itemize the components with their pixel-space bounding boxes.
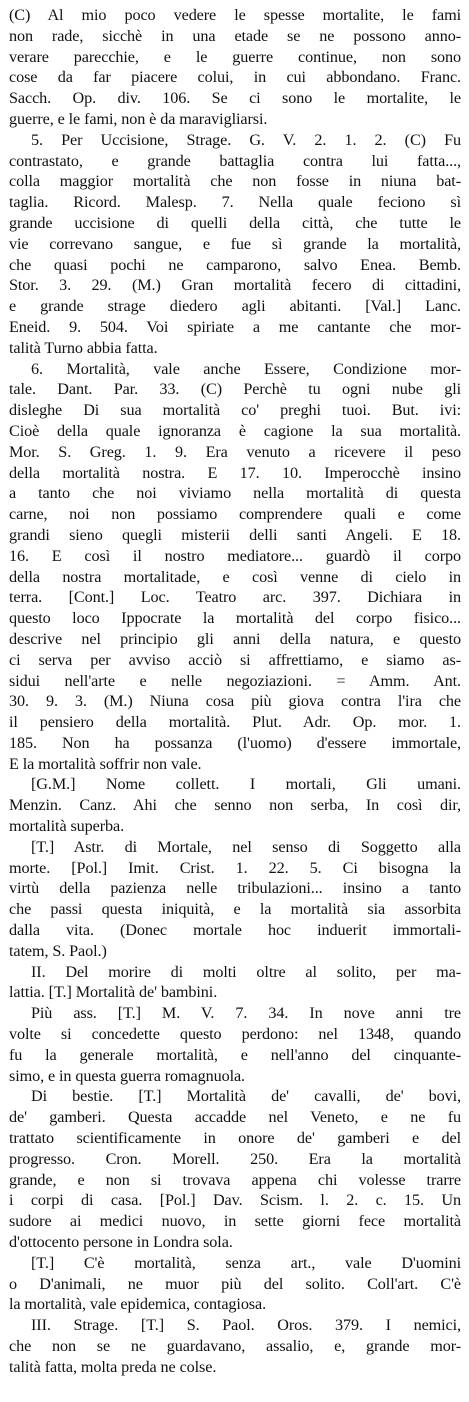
text-line: progresso. Cron. Morell. 250. Era la mortalità [9, 1149, 461, 1168]
text-line: ci serva per avviso acciò si affrettiamo, e siamo as- [9, 650, 461, 669]
text-line: verare parecchie, e le guerre continue, non sono [9, 47, 461, 66]
text-line: II. Del morire di molti oltre al solito, per ma- [31, 962, 461, 981]
text-line: [G.M.] Nome collett. I mortali, Gli umani. [31, 775, 461, 794]
text-line: simo, e in questa guerra romagnuola. [9, 1066, 245, 1085]
text-line: Stor. 3. 29. (M.) Gran mortalità fecero di cittadini, [9, 276, 461, 295]
text-line: della nostra mortalitade, e così venne di cielo in [9, 567, 461, 586]
text-line: III. Strage. [T.] S. Paol. Oros. 379. I nemici, [31, 1316, 461, 1335]
text-line: tatem, S. Paol.) [9, 941, 107, 960]
entry-paragraph [9, 1315, 461, 1377]
text-line: dalla vita. (Donec mortale hoc induerit immortali- [9, 921, 461, 940]
text-line: la mortalità, vale epidemica, contagiosa. [9, 1295, 267, 1314]
text-line: e grande strage diedero agli abitanti. [Val.] Lanc. [9, 297, 461, 316]
text-line: grandi sieno quegli misterii delli santi Angeli. E 18. [9, 525, 461, 544]
text-line: contrastato, e grande battaglia contra lui fatta..., [9, 151, 461, 170]
text-line: sidui nell'arte e nelle negoziazioni. = Amm. Ant. [9, 671, 461, 690]
text-line: Di bestie. [T.] Mortalità de' cavalli, de' bovi, [31, 1087, 461, 1106]
text-line: 16. E così il nostro mediatore... guardò il corpo [9, 546, 461, 565]
text-line: virtù della pazienza nelle tribulazioni... insino a tanto [9, 879, 461, 898]
text-line: talità fatta, molta preda ne colse. [9, 1357, 217, 1376]
text-line: morte. [Pol.] Imit. Crist. 1. 22. 5. Ci bisogna la [9, 858, 461, 877]
entry-paragraph [9, 962, 461, 1004]
text-line: questo loco Ippocrate la mortalità del corpo fisico... [9, 609, 461, 628]
text-line: 5. Per Uccisione, Strage. G. V. 2. 1. 2. (C) Fu [31, 130, 461, 149]
text-line: sudore ai medici nuovo, in sette giorni fece mortalità [9, 1212, 461, 1231]
text-line: de' gamberi. Questa accadde nel Veneto, e ne fu [9, 1108, 461, 1127]
text-line: il pensiero della mortalità. Plut. Adr. Op. mor. 1. [9, 713, 461, 732]
text-line: terra. [Cont.] Loc. Teatro arc. 397. Dichiara in [9, 588, 461, 607]
text-line: grande uccisione di quelli della città, che tutte le [9, 213, 461, 232]
text-line: colla maggior mortalità che non fosse in niuna bat- [9, 172, 461, 191]
entry-paragraph [9, 130, 461, 359]
text-line: 185. Non ha possanza (l'uomo) d'essere immortale, [9, 733, 461, 752]
entry-paragraph [9, 1253, 461, 1315]
text-line: E la mortalità soffrir non vale. [9, 754, 202, 773]
text-line: taglia. Ricord. Malesp. 7. Nella quale feciono sì [9, 193, 461, 212]
entry-paragraph [9, 1086, 461, 1252]
text-line: che quasi pochi ne camparono, salvo Enea. Bemb. [9, 255, 461, 274]
text-line: fu la generale mortalità, e nell'anno del cinquante- [9, 1045, 461, 1064]
text-line: trattato scientificamente in onore de' gamberi e del [9, 1129, 461, 1148]
text-line: Sacch. Op. div. 106. Se ci sono le mortalite, le [9, 89, 461, 108]
text-line: Più ass. [T.] M. V. 7. 34. In nove anni tre [31, 1004, 461, 1023]
text-line: 30. 9. 3. (M.) Niuna cosa più giova contra l'ira che [9, 692, 461, 711]
text-line: cose da far piacere colui, in cui abbondano. Franc. [9, 68, 461, 87]
text-line: volte si concedette questo perdono: nel 1348, quando [9, 1025, 461, 1044]
text-line: grande, e non si trovava appena chi volesse trarre [9, 1170, 461, 1189]
text-line: disleghe Di sua mortalità co' preghi tuoi. But. ivi: [9, 401, 461, 420]
text-line: [T.] Astr. di Mortale, nel senso di Soggetto alla [31, 837, 461, 856]
text-line: Menzin. Canz. Ahi che senno non serba, In così dir, [9, 796, 461, 815]
text-line: 6. Mortalità, vale anche Essere, Condizione mor- [31, 359, 461, 378]
text-line: (C) Al mio poco vedere le spesse mortalite, le fami [9, 6, 461, 24]
text-line: mortalità superba. [9, 817, 125, 836]
text-line: vie correvano sangue, e fue sì grande la mortalità, [9, 234, 461, 253]
entry-paragraph [9, 359, 461, 775]
text-line: descrive nel principio gli anni della natura, e questo [9, 629, 461, 648]
text-line: o D'animali, ne muor più del solito. Coll'art. C'è [9, 1274, 461, 1293]
text-line: lattia. [T.] Mortalità de' bambini. [9, 983, 218, 1002]
text-line: a tanto che noi viviamo nella mortalità di questa [9, 484, 461, 503]
text-line: d'ottocento persone in Londra sola. [9, 1233, 233, 1252]
text-line: Cioè della quale ignoranza è cagione la sua mortalità. [9, 421, 461, 440]
text-line: [T.] C'è mortalità, senza art., vale D'uomini [31, 1253, 461, 1272]
text-line: carne, noi non possiamo comprendere quali e come [9, 505, 461, 524]
entry-paragraph [9, 837, 461, 962]
entry-paragraph [9, 1003, 461, 1086]
text-line: non rade, sicchè in una etade se ne possono anno- [9, 26, 461, 45]
entry-paragraph [9, 5, 461, 130]
text-line: della mortalità nostra. E 17. 10. Imperocchè insino [9, 463, 461, 482]
text-line: guerre, e le fami, non è da maravigliarsi. [9, 109, 268, 128]
entry-paragraph [9, 774, 461, 836]
text-line: Eneid. 9. 504. Voi spiriate a me cantante che mor- [9, 317, 461, 336]
text-line: Mor. S. Greg. 1. 9. Era venuto a ricevere il peso [9, 442, 461, 461]
text-line: che passi questa iniquità, e la mortalità sia assorbita [9, 900, 461, 919]
text-line: che non se ne guardavano, assalio, e, grande mor- [9, 1337, 461, 1355]
text-line: tale. Dant. Par. 33. (C) Perchè tu ogni nube gli [9, 380, 461, 399]
entry-text-column [9, 5, 461, 1378]
text-line: i corpi di casa. [Pol.] Dav. Scism. l. 2. c. 15. Un [9, 1191, 461, 1210]
text-line: talità Turno abbia fatta. [9, 338, 158, 357]
